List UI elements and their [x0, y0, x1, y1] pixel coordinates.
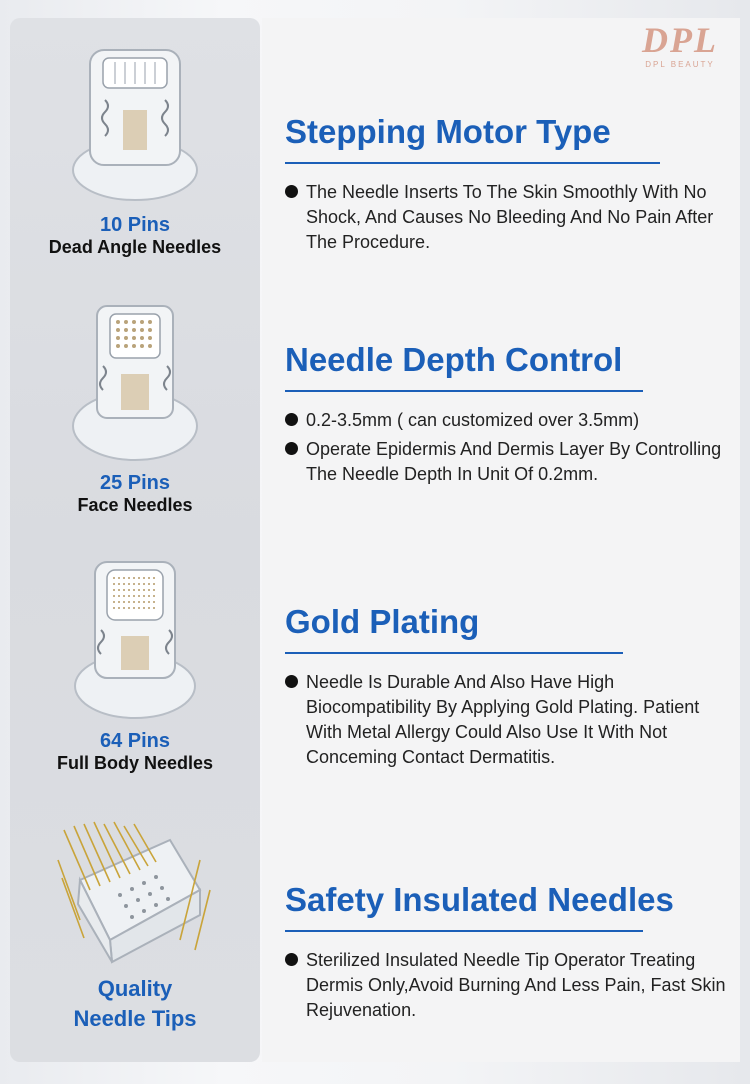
product-label: Dead Angle Needles [48, 237, 222, 257]
bullet-dot-icon [285, 675, 298, 688]
product-count: 25 Pins [99, 472, 171, 494]
feature-title: Safety Insulated Needles [285, 881, 674, 918]
quality-line2: Needle Tips [73, 1006, 197, 1031]
feature-bullet: Needle Is Durable And Also Have High Biocompatibility By Applying Gold Plating. Patient With Metal Allergy Could Also Use It With Not Conceming Contact Dermatitis. [285, 670, 735, 770]
brand-logo [630, 22, 730, 69]
logo-text: DPL BEAUTY [645, 60, 715, 69]
product-label: Full Body Needles [56, 753, 214, 773]
feature-title: Gold Plating [285, 603, 480, 640]
title-underline [285, 162, 660, 164]
feature-bullet: The Needle Inserts To The Skin Smoothly With No Shock, And Causes No Bleeding And No Pain After The Procedure. [285, 180, 735, 255]
feature-title: Stepping Motor Type [285, 113, 611, 150]
bullet-dot-icon [285, 413, 298, 426]
title-underline [285, 390, 643, 392]
feature-stepping-motor [285, 112, 735, 259]
logo-mark: DPL [642, 20, 718, 60]
product-10-pins [10, 40, 260, 258]
product-label: Face Needles [77, 495, 193, 515]
product-quality-tips [10, 820, 260, 1034]
gold-needle-tips-icon [50, 820, 220, 970]
bullet-dot-icon [285, 953, 298, 966]
product-count: 64 Pins [99, 730, 171, 752]
needle-cartridge-icon [65, 556, 205, 726]
product-25-pins [10, 298, 260, 516]
feature-bullet: 0.2-3.5mm ( can customized over 3.5mm) [285, 408, 735, 433]
bullet-dot-icon [285, 442, 298, 455]
bullet-dot-icon [285, 185, 298, 198]
feature-gold-plating [285, 602, 735, 774]
needle-cartridge-icon [65, 298, 205, 468]
feature-bullet: Sterilized Insulated Needle Tip Operator Treating Dermis Only,Avoid Burning And Less Pain, Fast Skin Rejuvenation. [285, 948, 735, 1023]
feature-depth-control [285, 340, 735, 491]
product-count: 10 Pins [99, 214, 171, 236]
quality-line1: Quality [97, 976, 173, 1001]
needle-cartridge-icon [65, 40, 205, 210]
feature-bullet: Operate Epidermis And Dermis Layer By Controlling The Needle Depth In Unit Of 0.2mm. [285, 437, 735, 487]
feature-insulated-needles [285, 880, 735, 1027]
product-64-pins [10, 556, 260, 774]
title-underline [285, 930, 643, 932]
feature-title: Needle Depth Control [285, 341, 623, 378]
title-underline [285, 652, 623, 654]
